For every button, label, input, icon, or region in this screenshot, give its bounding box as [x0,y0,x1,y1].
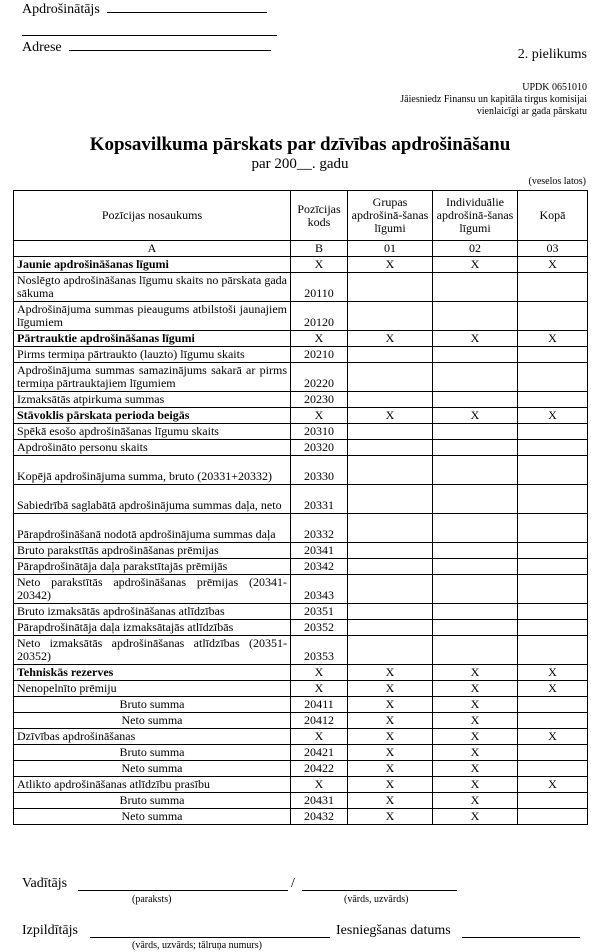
table-row [14,729,588,745]
row-name: Sabiedrībā saglabātā apdrošinājuma summas daļa, neto [14,485,291,514]
table-row [14,697,588,713]
row-group-value[interactable]: X [348,777,433,793]
col-header-name: Pozīcijas nosaukums [14,191,291,241]
unit-note: (veselos latos) [528,176,586,187]
letters-row [14,241,588,257]
address-field[interactable] [69,50,271,51]
row-name: Spēkā esošo apdrošināšanas līgumu skaits [14,424,291,440]
row-code: 20341 [291,543,348,559]
row-total-value[interactable]: X [518,681,588,697]
table-row [14,809,588,825]
row-code: X [291,729,348,745]
row-name: Pārapdrošināšanā nodotā apdrošinājuma summas daļa [14,514,291,543]
table-row [14,485,588,514]
row-code: 20421 [291,745,348,761]
table-row [14,793,588,809]
row-code: 20351 [291,604,348,620]
row-individual-value[interactable] [433,543,518,559]
row-individual-value[interactable]: X [433,713,518,729]
row-code: 20412 [291,713,348,729]
row-total-value[interactable] [518,761,588,777]
row-code: 20110 [291,273,348,302]
row-code: 20431 [291,793,348,809]
row-code: 20332 [291,514,348,543]
row-group-value[interactable] [348,273,433,302]
row-total-value[interactable] [518,559,588,575]
row-name: Tehniskās rezerves [14,665,291,681]
row-name: Izmaksātās atpirkuma summas [14,392,291,408]
row-code: 20320 [291,440,348,456]
row-group-value[interactable] [348,559,433,575]
row-name: Bruto summa [14,697,291,713]
row-total-value[interactable]: X [518,408,588,424]
row-name: Neto parakstītās apdrošināšanas prēmijas (20341-20342) [14,575,291,604]
row-individual-value[interactable]: X [433,681,518,697]
table-row [14,636,588,665]
row-code: 20432 [291,809,348,825]
row-code: X [291,257,348,273]
row-individual-value[interactable]: X [433,729,518,745]
row-total-value[interactable] [518,575,588,604]
row-name: Pārtrauktie apdrošināšanas līgumi [14,331,291,347]
row-code: 20120 [291,302,348,331]
slash-separator: / [291,876,295,891]
row-name: Bruto parakstītās apdrošināšanas prēmijas [14,543,291,559]
row-total-value[interactable]: X [518,665,588,681]
row-name: Pārapdrošinātāja daļa parakstītajās prēmijās [14,559,291,575]
table-row [14,575,588,604]
table-row [14,440,588,456]
row-individual-value[interactable]: X [433,257,518,273]
row-individual-value[interactable]: X [433,777,518,793]
row-individual-value[interactable] [433,636,518,665]
row-total-value[interactable] [518,456,588,485]
table-row [14,331,588,347]
head-signature-line[interactable] [78,890,288,891]
col-header-total: Kopā [518,191,588,241]
executor-caption: (vārds, uzvārds; tālruņa numurs) [132,940,262,951]
row-code: X [291,408,348,424]
row-total-value[interactable] [518,273,588,302]
table-row [14,257,588,273]
row-total-value[interactable] [518,620,588,636]
table-row [14,665,588,681]
row-code: 20210 [291,347,348,363]
row-total-value[interactable] [518,809,588,825]
row-name: Neto summa [14,809,291,825]
head-label: Vadītājs [22,876,68,891]
row-name: Pārapdrošinātāja daļa izmaksātajās atlīdzībās [14,620,291,636]
row-individual-value[interactable]: X [433,697,518,713]
row-individual-value[interactable]: X [433,745,518,761]
letter-b: B [291,241,348,257]
row-total-value[interactable] [518,745,588,761]
row-code: X [291,777,348,793]
report-table [13,190,588,825]
row-group-value[interactable] [348,485,433,514]
signature-caption: (paraksts) [132,894,172,905]
row-total-value[interactable] [518,392,588,408]
row-group-value[interactable]: X [348,697,433,713]
col-header-code: Pozīcijas kods [291,191,348,241]
table-row [14,456,588,485]
row-group-value[interactable] [348,424,433,440]
row-group-value[interactable]: X [348,761,433,777]
row-name: Pirms termiņa pārtraukto (lauzto) līgumu skaits [14,347,291,363]
row-group-value[interactable] [348,543,433,559]
row-individual-value[interactable] [433,363,518,392]
row-individual-value[interactable] [433,424,518,440]
row-total-value[interactable] [518,347,588,363]
insurer-field[interactable] [107,12,267,13]
insurer-label: Apdrošinātājs [22,2,100,17]
row-group-value[interactable] [348,347,433,363]
row-code: 20411 [291,697,348,713]
row-total-value[interactable]: X [518,729,588,745]
row-individual-value[interactable] [433,392,518,408]
row-name: Apdrošinājuma summas samazinājums sakarā ar pirms termiņa pārtrauktajiem līgumiem [14,363,291,392]
form-code: UPDK 0651010 [522,82,587,93]
row-total-value[interactable] [518,543,588,559]
table-row [14,514,588,543]
table-row [14,745,588,761]
row-total-value[interactable]: X [518,777,588,793]
row-individual-value[interactable] [433,347,518,363]
table-row [14,302,588,331]
row-individual-value[interactable]: X [433,408,518,424]
letter-a: A [14,241,291,257]
row-name: Neto summa [14,713,291,729]
row-group-value[interactable]: X [348,809,433,825]
row-code: 20352 [291,620,348,636]
row-name: Noslēgto apdrošināšanas līgumu skaits no pārskata gada sākuma [14,273,291,302]
row-group-value[interactable]: X [348,331,433,347]
table-row [14,424,588,440]
row-code: 20342 [291,559,348,575]
row-group-value[interactable] [348,575,433,604]
row-name: Apdrošināto personu skaits [14,440,291,456]
row-total-value[interactable] [518,302,588,331]
row-code: 20330 [291,456,348,485]
row-name: Jaunie apdrošināšanas līgumi [14,257,291,273]
page-title: Kopsavilkuma pārskats par dzīvības apdrošināšanu [89,134,511,155]
header-row [14,191,588,241]
row-total-value[interactable] [518,514,588,543]
row-group-value[interactable]: X [348,745,433,761]
address-label: Adrese [22,40,62,55]
row-name: Kopējā apdrošinājuma summa, bruto (20331+20332) [14,456,291,485]
row-individual-value[interactable] [433,273,518,302]
submit-line-2: vienlaicīgi ar gada pārskatu [476,106,587,117]
table-row [14,347,588,363]
row-group-value[interactable]: X [348,713,433,729]
row-group-value[interactable] [348,620,433,636]
row-total-value[interactable] [518,793,588,809]
submission-date-line[interactable] [462,937,580,938]
row-group-value[interactable]: X [348,257,433,273]
row-code: X [291,665,348,681]
row-individual-value[interactable]: X [433,793,518,809]
submission-date-label: Iesniegšanas datums [336,923,451,938]
row-code: X [291,681,348,697]
table-row [14,777,588,793]
row-individual-value[interactable] [433,620,518,636]
row-total-value[interactable] [518,363,588,392]
row-code: 20343 [291,575,348,604]
table-row [14,273,588,302]
row-individual-value[interactable] [433,604,518,620]
row-name: Bruto summa [14,793,291,809]
table-row [14,408,588,424]
head-name-line[interactable] [302,890,457,891]
submit-line-1: Jāiesniedz Finansu un kapitāla tirgus komisijai [400,94,587,105]
form-meta [400,82,587,118]
letter-02: 02 [433,241,518,257]
row-group-value[interactable] [348,636,433,665]
row-name: Bruto izmaksātās apdrošināšanas atlīdzības [14,604,291,620]
executor-line[interactable] [90,937,330,938]
row-name: Dzīvības apdrošināšanas [14,729,291,745]
insurer-row [22,2,267,18]
row-total-value[interactable] [518,424,588,440]
table-row [14,604,588,620]
row-name: Neto izmaksātās apdrošināšanas atlīdzības (20351-20352) [14,636,291,665]
row-group-value[interactable]: X [348,665,433,681]
table-row [14,713,588,729]
row-total-value[interactable] [518,636,588,665]
row-code: 20422 [291,761,348,777]
row-total-value[interactable] [518,485,588,514]
row-group-value[interactable]: X [348,408,433,424]
row-individual-value[interactable] [433,575,518,604]
col-header-individual: Individuālie apdrošinā-šanas līgumi [433,191,518,241]
table-row [14,543,588,559]
row-individual-value[interactable] [433,514,518,543]
row-individual-value[interactable] [433,456,518,485]
row-total-value[interactable] [518,440,588,456]
row-group-value[interactable] [348,604,433,620]
appendix-label: 2. pielikums [517,47,587,62]
row-individual-value[interactable] [433,302,518,331]
row-group-value[interactable]: X [348,793,433,809]
row-code: 20230 [291,392,348,408]
row-individual-value[interactable] [433,485,518,514]
row-total-value[interactable] [518,697,588,713]
row-group-value[interactable]: X [348,729,433,745]
row-code: 20220 [291,363,348,392]
row-code: 20353 [291,636,348,665]
row-group-value[interactable]: X [348,681,433,697]
row-group-value[interactable] [348,440,433,456]
row-group-value[interactable] [348,456,433,485]
row-group-value[interactable] [348,392,433,408]
name-caption: (vārds, uzvārds) [344,894,409,905]
row-code: X [291,331,348,347]
row-total-value[interactable] [518,604,588,620]
table-row [14,559,588,575]
page-subtitle: par 200__. gadu [251,156,349,172]
table-row [14,363,588,392]
row-name: Apdrošinājuma summas pieaugums atbilstoši jaunajiem līgumiem [14,302,291,331]
row-name: Bruto summa [14,745,291,761]
table-row [14,392,588,408]
row-total-value[interactable]: X [518,331,588,347]
executor-label: Izpildītājs [22,923,78,938]
row-code: 20310 [291,424,348,440]
row-individual-value[interactable]: X [433,809,518,825]
row-group-value[interactable] [348,363,433,392]
row-total-value[interactable]: X [518,257,588,273]
row-name: Nenopelnīto prēmiju [14,681,291,697]
row-individual-value[interactable]: X [433,665,518,681]
row-code: 20331 [291,485,348,514]
row-individual-value[interactable]: X [433,331,518,347]
table-row [14,620,588,636]
letter-01: 01 [348,241,433,257]
address-row [22,40,271,56]
table-row [14,681,588,697]
col-header-group: Grupas apdrošinā-šanas līgumi [348,191,433,241]
row-group-value[interactable] [348,302,433,331]
letter-03: 03 [518,241,588,257]
row-total-value[interactable] [518,713,588,729]
row-name: Atlikto apdrošināšanas atlīdzību prasību [14,777,291,793]
row-individual-value[interactable] [433,559,518,575]
insurer-extra-line [22,35,277,36]
table-row [14,761,588,777]
row-group-value[interactable] [348,514,433,543]
row-individual-value[interactable]: X [433,761,518,777]
row-name: Neto summa [14,761,291,777]
row-individual-value[interactable] [433,440,518,456]
row-name: Stāvoklis pārskata perioda beigās [14,408,291,424]
